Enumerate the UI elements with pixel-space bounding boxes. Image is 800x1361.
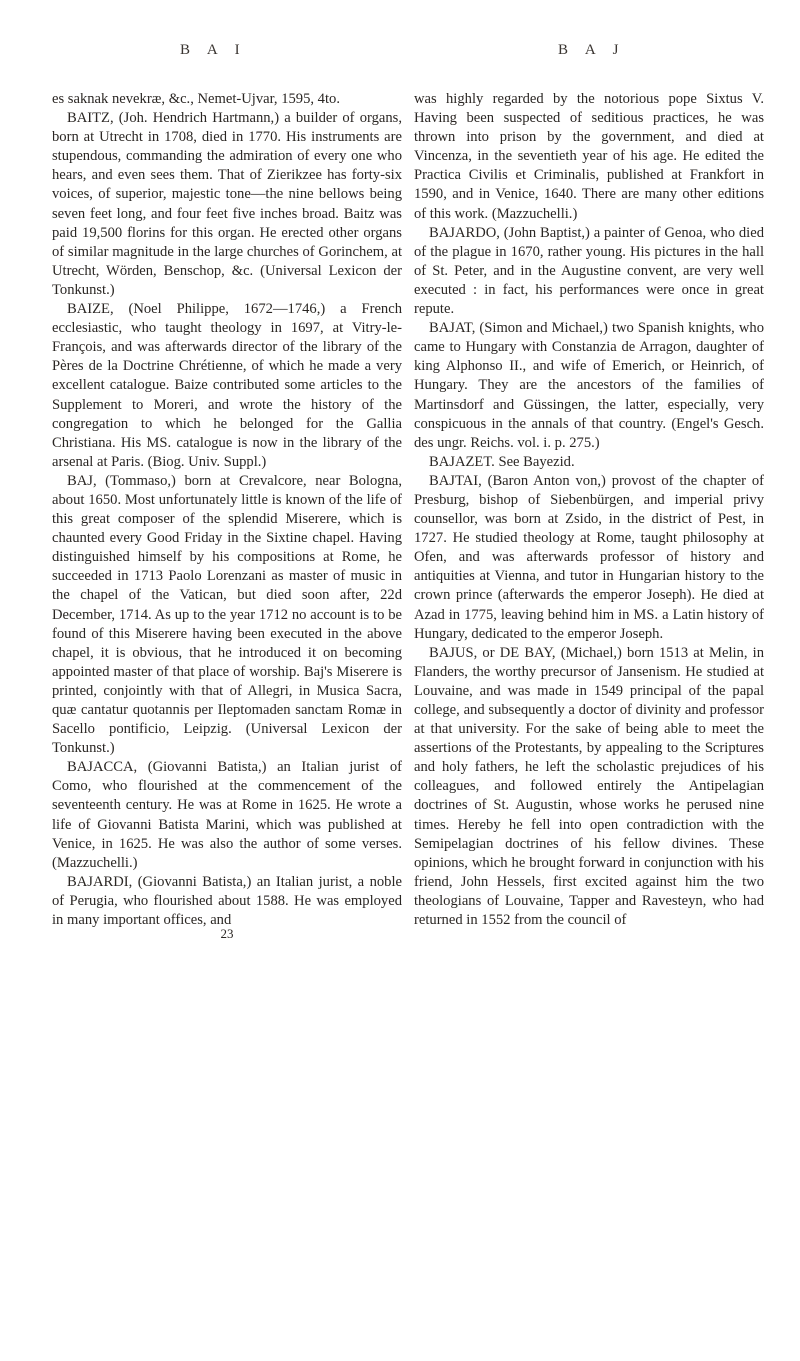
entry-bajardo: BAJARDO, (John Baptist,) a painter of Genoa, who died of the plague in 1670, rather young. His pictures in the hall of St. Peter, and in the Augustine convent, are very well executed : in fact, his performances were once in great repute.	[414, 224, 764, 318]
entry-bajardi: BAJARDI, (Giovanni Batista,) an Italian jurist, a noble of Perugia, who flourished about 1588. He was employed in many important offices, and	[52, 873, 402, 929]
entry-bajazet: BAJAZET. See Bayezid.	[429, 453, 575, 470]
right-continuation: was highly regarded by the notorious pope Sixtus V. Having been suspected of seditious practices, he was thrown into prison by the government, and died at Vincenza, in the seventieth year of his age. He edited the Practica Civilis et Criminalis, published at Frankfort in 1590, and in Venice, 1640. There are many other editions of this work. (Mazzuchelli.)	[414, 91, 764, 222]
entry-baj: BAJ, (Tommaso,) born at Crevalcore, near Bologna, about 1650. Most unfortunately little is known of the life of this great composer of the splendid Miserere, which is chaunted every Good Friday in the Sixtine chapel. Having distinguished himself by his compositions at Rome, he succeeded in 1713 Paolo Lorenzani as master of music in the chapel of the Vatican, but died soon after, 22d December, 1714. As up to the year 1712 no account is to be found of this Miserere having been executed in the above chapel, it is obvious, that he introduced it on becoming appointed master of that place of worship. Baj's Miserere is printed, conjointly with that of Allegri, in Musica Sacra, quæ cantatur quotannis per Ileptomaden sanctam Romæ in Sacello pontificio, Leipzig. (Universal Lexicon der Tonkunst.)	[52, 472, 402, 757]
entry-baitz: BAITZ, (Joh. Hendrich Hartmann,) a builder of organs, born at Utrecht in 1708, died in 1770. His instruments are stupendous, commanding the admiration of every one who hears, and even sees them. That of Zierikzee has forty-six voices, of superior, majestic tone—the nine bellows being seven feet long, and four feet five inches broad. Baitz was paid 19,500 florins for this organ. He erected other organs of similar magnitude in the large churches of Gorinchem, at Utrecht, Wörden, Benschop, &c. (Universal Lexicon der Tonkunst.)	[52, 110, 402, 298]
running-head	[0, 42, 800, 66]
left-continuation: es saknak nevekræ, &c., Nemet-Ujvar, 1595, 4to.	[52, 91, 340, 107]
entry-bajus: BAJUS, or DE BAY, (Michael,) born 1513 at Melin, in Flanders, the worthy precursor of Jansenism. He studied at Louvaine, and was made in 1549 principal of the papal college, and subsequently a doctor of divinity and professor at that university. For the sake of being able to meet the assertions of the Protestants, by appealing to the Scriptures and holy fathers, he left the scholastic prejudices of his colleagues, and followed entirely the Antipelagian doctrines of St. Augustin, whose works he perused nine times. Hereby he fell into open contradiction with the Semipelagian doctrines of his fellow divines. These opinions, which he brought forward in conjunction with his friend, John Hessels, first excited against him the two theologians of Louvaine, Tapper and Ravesteyn, who had returned in 1552 from the council of	[414, 644, 764, 929]
entry-bajat: BAJAT, (Simon and Michael,) two Spanish knights, who came to Hungary with Constanzia de Arragon, daughter of king Alphonso II., and wife of Emerich, or Heinrich, of Hungary. They are the ancestors of the families of Martinsdorf and Güssingen, the latter, especially, very conspicuous in the annals of that country. (Engel's Gesch. des ungr. Reichs. vol. i. p. 275.)	[414, 320, 764, 451]
page-number: 23	[220, 926, 234, 942]
entry-bajacca: BAJACCA, (Giovanni Batista,) an Italian jurist of Como, who flourished at the commencement of the seventeenth century. He was at Rome in 1625. He wrote a life of Giovanni Batista Marini, which was published at Venice, in 1625. He was also the author of some verses. (Mazzuchelli.)	[52, 759, 402, 871]
running-head-left: B A I	[180, 42, 247, 58]
right-column	[414, 90, 764, 930]
running-head-right: B A J	[558, 42, 626, 58]
entry-baize: BAIZE, (Noel Philippe, 1672—1746,) a French ecclesiastic, who taught theology in 1697, at Vitry-le-François, and was afterwards director of the library of the Pères de la Doctrine Chrétienne, of which he made a very excellent catalogue. Baize contributed some articles to the Supplement to Moreri, and wrote the history of the congregation to which he belonged for the Gallia Christiana. His MS. catalogue is now in the library of the arsenal at Paris. (Biog. Univ. Suppl.)	[52, 301, 402, 470]
left-column	[52, 90, 402, 941]
entry-bajtai: BAJTAI, (Baron Anton von,) provost of the chapter of Presburg, bishop of Siebenbürgen, and imperial privy counsellor, was born at Zsido, in the district of Pest, in 1727. He studied theology at Rome, taught philosophy at Ofen, and was afterwards professor of history and antiquities at Vienna, and tutor in Hungarian history to the crown prince (afterwards the emperor Joseph). He died at Azad in 1775, leaving behind him in MS. a Latin history of Hungary, dedicated to the emperor Joseph.	[414, 472, 764, 642]
